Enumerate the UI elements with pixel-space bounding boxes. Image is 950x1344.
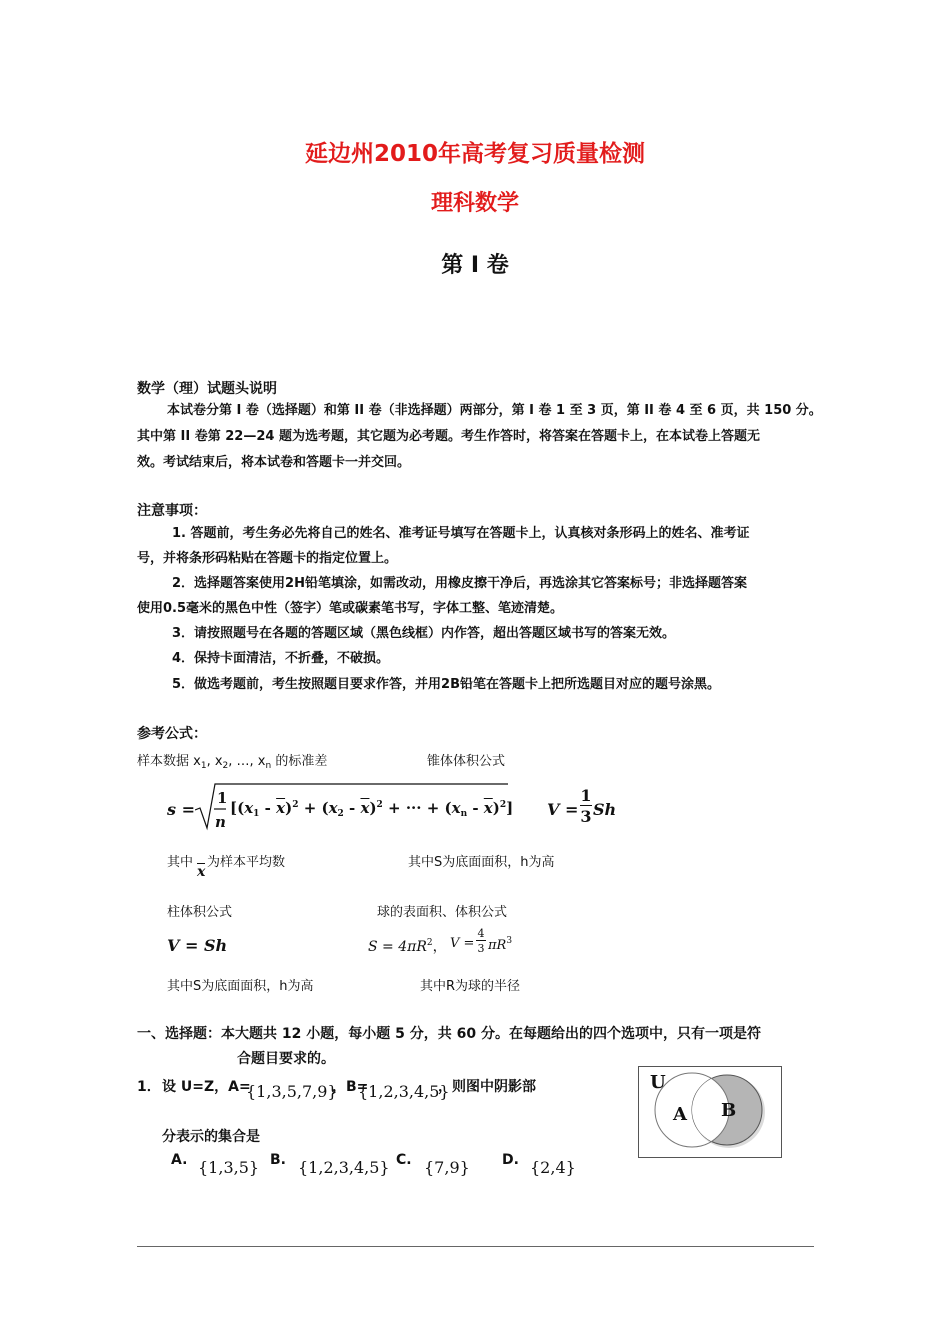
page-bottom-rule — [137, 1246, 814, 1247]
sd-lhs: s = — [167, 800, 195, 819]
sphere-volume-lhs: V = — [450, 936, 475, 951]
q1-text-d: 分表示的集合是 — [162, 1129, 260, 1145]
exam-title: 延边州2010年高考复习质量检测 — [304, 141, 645, 167]
notes-heading: 注意事项： — [137, 503, 207, 519]
venn-label-u: U — [650, 1072, 666, 1093]
intro-line-1: 本试卷分第 I 卷（选择题）和第 II 卷（非选择题）两部分，第 I 卷 1 至 3 页，第 II 卷 4 至 6 页，共 150 分。 — [167, 403, 822, 418]
sphere-note: 其中R为球的半径 — [420, 979, 521, 994]
cone-note: 其中S为底面面积，h为高 — [408, 855, 555, 870]
note-2a: 2．选择题答案使用2H铅笔填涂，如需改动，用橡皮擦干净后，再选涂其它答案标号；非选择题答案 — [172, 576, 747, 591]
cone-frac-num: 1 — [580, 786, 592, 805]
mean-note: 其中 为样本平均数 — [167, 855, 286, 870]
std-dev-label: 样本数据 $x_1$, $x_2$, …, $x_n$ 的标准差 — [137, 754, 328, 771]
note-5: 5．做选考题前，考生按照题目要求作答，并用2B铅笔在答题卡上把所选题目对应的题号涂黑。 — [172, 677, 721, 692]
mean-xbar: x — [197, 864, 206, 880]
intro-heading: 数学（理）试题头说明 — [137, 381, 277, 397]
sphere-surface-formula: $S = 4\pi R^2$， — [368, 938, 447, 955]
exam-subject: 理科数学 — [430, 191, 519, 216]
q1-number: 1． — [137, 1079, 161, 1095]
q1-option-c-label: C. — [396, 1152, 412, 1168]
frac-numerator: 1 — [217, 789, 228, 807]
volume-title: 第 I 卷 — [441, 253, 509, 278]
cone-lhs: V = — [547, 800, 579, 819]
cone-volume-label: 锥体体积公式 — [427, 754, 506, 769]
venn-label-a: A — [673, 1104, 687, 1125]
section1-heading-2: 合题目要求的。 — [237, 1051, 335, 1067]
q1-option-b-label: B. — [270, 1152, 286, 1168]
q1-set-b: {1,2,3,4,5} — [358, 1082, 450, 1101]
prism-note: 其中S为底面面积，h为高 — [167, 979, 314, 994]
q1-text-b: ，B= — [332, 1079, 369, 1095]
intro-line-3: 效。考试结束后，将本试卷和答题卡一并交回。 — [137, 455, 411, 470]
note-3: 3．请按照题号在各题的答题区域（黑色线框）内作答，超出答题区域书写的答案无效。 — [172, 626, 676, 641]
q1-option-a: {1,3,5} — [198, 1158, 260, 1177]
sphere-frac-num: 4 — [477, 927, 485, 940]
q1-text-a: 设 U=Z，A= — [162, 1079, 251, 1095]
frac-denominator: n — [215, 813, 226, 831]
q1-text-c: ，则图中阴影部 — [438, 1079, 536, 1095]
sphere-volume-rhs: $\pi R^3$ — [488, 936, 513, 953]
q1-option-b: {1,2,3,4,5} — [298, 1158, 390, 1177]
q1-option-a-label: A. — [171, 1152, 188, 1168]
sphere-frac-den: 3 — [477, 942, 485, 955]
venn-label-b: B — [721, 1100, 737, 1121]
sphere-label: 球的表面积、体积公式 — [377, 905, 508, 920]
intro-line-2: 其中第 II 卷第 22—24 题为选考题，其它题为必考题。考生作答时，将答案在答题卡上，在本试卷上答题无 — [137, 429, 760, 444]
q1-set-a: {1,3,5,7,9} — [246, 1082, 338, 1101]
note-4: 4．保持卡面清洁，不折叠，不破损。 — [172, 651, 390, 666]
prism-label: 柱体积公式 — [167, 905, 233, 920]
sd-sum-expression: [$(x_1 - \overline{x})^2 + (x_2 - \overline{x})^2$ + ··· + $(x_n - \overline{x})^2$] — [230, 799, 514, 819]
prism-formula: V = Sh — [167, 936, 228, 955]
formulas-heading: 参考公式： — [137, 726, 207, 742]
note-1b: 号，并将条形码粘贴在答题卡的指定位置上。 — [137, 551, 398, 566]
q1-option-c: {7,9} — [424, 1158, 470, 1177]
q1-option-d: {2,4} — [530, 1158, 576, 1177]
cone-rhs: Sh — [593, 800, 617, 819]
cone-frac-den: 3 — [580, 807, 592, 826]
section1-heading: 一、选择题：本大题共 12 小题，每小题 5 分，共 60 分。在每题给出的四个选项中，只有一项是符 — [137, 1026, 761, 1042]
q1-option-d-label: D. — [502, 1152, 519, 1168]
note-2b: 使用0.5毫米的黑色中性（签字）笔或碳素笔书写，字体工整、笔迹清楚。 — [137, 601, 564, 616]
note-1a: 1. 答题前，考生务必先将自己的姓名、准考证号填写在答题卡上，认真核对条形码上的姓名、准考证 — [172, 526, 750, 541]
